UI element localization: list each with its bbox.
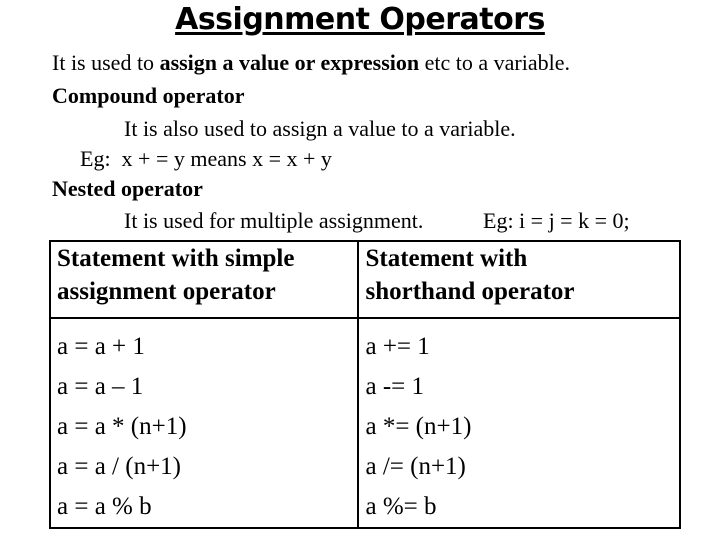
compound-description: It is also used to assign a value to a variable.: [124, 116, 516, 141]
compound-heading: Compound operator: [52, 83, 245, 108]
header-simple-line2: assignment operator: [57, 278, 276, 305]
simple-row: a = a + 1: [57, 333, 145, 360]
header-shorthand: [358, 241, 680, 318]
intro-suffix: etc to a variable.: [419, 50, 570, 75]
shorthand-row: a %= b: [365, 493, 437, 520]
nested-heading: Nested operator: [52, 176, 203, 201]
header-shorthand-line1: Statement with: [365, 245, 528, 272]
shorthand-row: a -= 1: [365, 373, 425, 400]
shorthand-statements: [358, 318, 680, 528]
intro-prefix: It is used to: [52, 50, 160, 75]
simple-row: a = a * (n+1): [57, 413, 187, 440]
shorthand-row: a *= (n+1): [365, 413, 472, 440]
intro-bold: assign a value or expression: [159, 50, 420, 75]
nested-description: It is used for multiple assignment.: [124, 208, 424, 233]
simple-statements: [50, 318, 358, 528]
operators-table: [49, 240, 681, 529]
shorthand-row: a /= (n+1): [365, 453, 466, 480]
slide-title: Assignment Operators: [175, 2, 545, 37]
header-shorthand-line2: shorthand operator: [365, 278, 575, 305]
nested-example: Eg: i = j = k = 0;: [483, 208, 630, 233]
simple-row: a = a % b: [57, 493, 152, 520]
header-simple: [50, 241, 358, 318]
compound-example: Eg: x + = y means x = x + y: [80, 146, 332, 171]
table-body-row: [50, 318, 680, 528]
intro-definition: [52, 50, 570, 76]
simple-row: a = a / (n+1): [57, 453, 181, 480]
header-simple-line1: Statement with simple: [57, 245, 295, 272]
table-header-row: [50, 241, 680, 318]
simple-row: a = a – 1: [57, 373, 144, 400]
shorthand-row: a += 1: [365, 333, 430, 360]
